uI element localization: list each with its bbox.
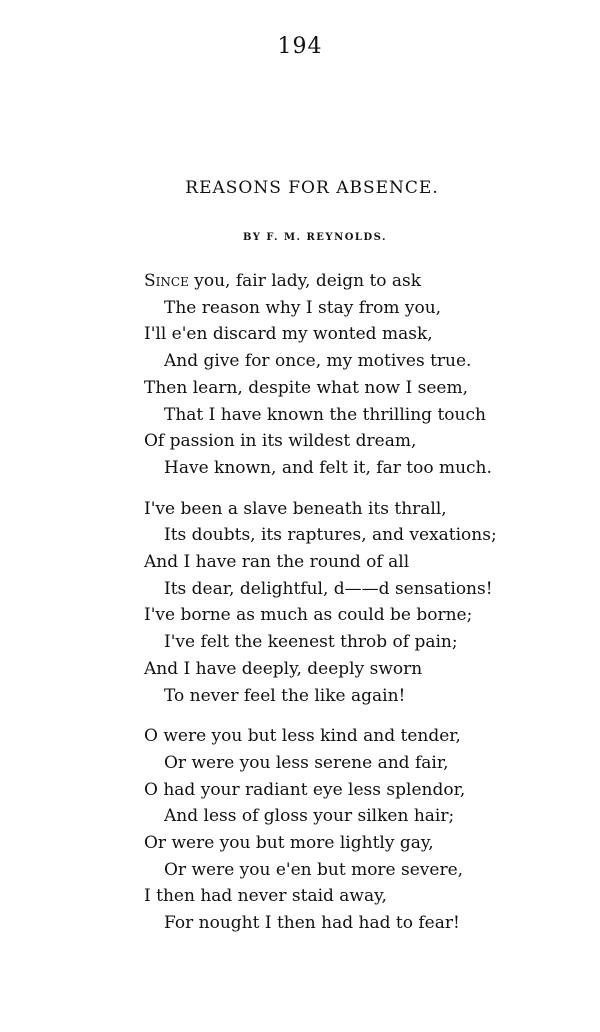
poem-line: I've felt the keenest throb of pain; bbox=[164, 632, 458, 653]
page-number: 194 bbox=[277, 34, 323, 59]
poem-line: O had your radiant eye less splendor, bbox=[144, 779, 466, 800]
poem-line: And less of gloss your silken hair; bbox=[164, 806, 455, 827]
poem-line: I've been a slave beneath its thrall, bbox=[144, 498, 447, 519]
poem-line-text: you, fair lady, deign to ask bbox=[188, 271, 422, 291]
poem-line: To never feel the like again! bbox=[164, 685, 406, 706]
poem-line: O were you but less kind and tender, bbox=[144, 726, 461, 747]
poem-line: I then had never staid away, bbox=[144, 886, 387, 907]
poem-line: And give for once, my motives true. bbox=[164, 351, 472, 372]
poem-title: REASONS FOR ABSENCE. bbox=[185, 178, 439, 198]
poem-line: And I have ran the round of all bbox=[144, 552, 410, 573]
poem-byline: BY F. M. REYNOLDS. bbox=[243, 232, 387, 243]
drop-word: Since bbox=[144, 271, 189, 291]
poem-line: I'll e'en discard my wonted mask, bbox=[144, 324, 433, 345]
poem-line: The reason why I stay from you, bbox=[164, 297, 442, 318]
poem-line: I've borne as much as could be borne; bbox=[144, 605, 473, 626]
stanza-2 bbox=[144, 496, 584, 710]
poem-line: Or were you but more lightly gay, bbox=[144, 833, 434, 854]
poem-line: Or were you e'en but more severe, bbox=[164, 859, 464, 880]
stanza-3 bbox=[144, 723, 584, 937]
poem-line: Then learn, despite what now I seem, bbox=[144, 377, 468, 398]
poem-line: Its dear, delightful, d——d sensations! bbox=[164, 578, 493, 599]
poem-line: Or were you less serene and fair, bbox=[164, 752, 449, 773]
poem-body bbox=[144, 268, 584, 951]
poem-line bbox=[144, 268, 584, 295]
poem-line: Its doubts, its raptures, and vexations; bbox=[164, 525, 497, 546]
stanza-1 bbox=[144, 268, 584, 482]
poem-line: For nought I then had had to fear! bbox=[164, 913, 460, 934]
poem-line: Of passion in its wildest dream, bbox=[144, 431, 417, 452]
poem-line: Have known, and felt it, far too much. bbox=[164, 457, 492, 478]
poem-line: That I have known the thrilling touch bbox=[164, 404, 486, 425]
poem-line: And I have deeply, deeply sworn bbox=[144, 658, 423, 679]
